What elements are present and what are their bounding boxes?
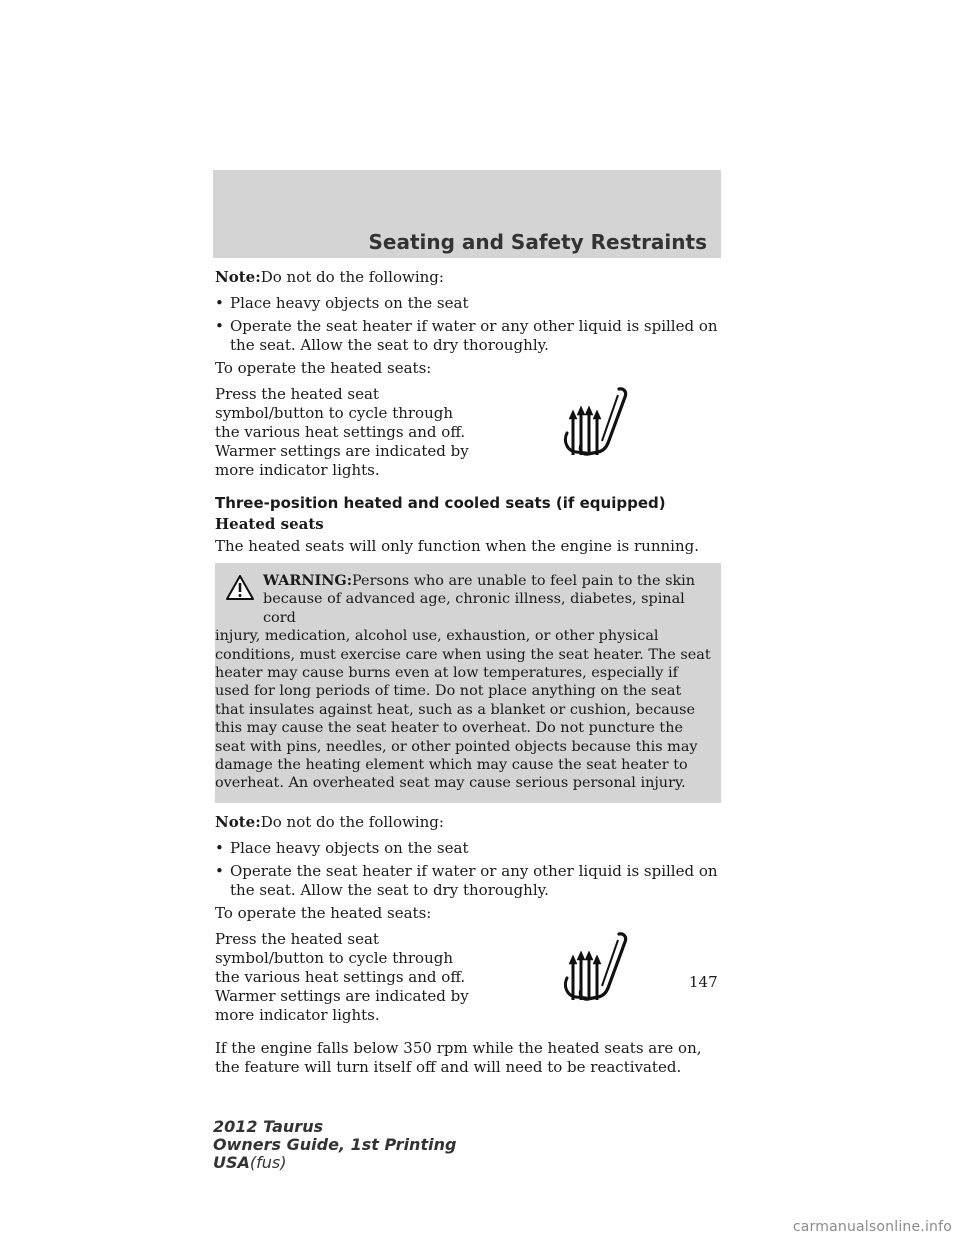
press-instruction-row — [215, 930, 721, 1025]
note-text: Do not do the following: — [260, 812, 444, 831]
note-label: Note: — [215, 812, 261, 831]
footer-region — [213, 1154, 456, 1172]
warning-second-line: because of advanced age, chronic illness, diabetes, spinal cord — [263, 591, 685, 626]
list-item: • Operate the seat heater if water or any other liquid is spilled on the seat. Allow the seat to dry thoroughly. — [215, 317, 721, 355]
document-footer — [213, 1118, 456, 1172]
page-number: 147 — [689, 973, 718, 991]
note-text: Do not do the following: — [260, 268, 444, 286]
operate-instruction: To operate the heated seats: — [215, 359, 432, 377]
bullet-list — [215, 839, 721, 900]
list-item: • Place heavy objects on the seat — [215, 839, 721, 858]
press-instruction: Press the heated seat symbol/button to cycle through the various heat settings and off. Warmer settings are indicated by more indicator lights. — [215, 385, 469, 479]
warning-label: WARNING: — [263, 572, 353, 589]
engine-running-note: The heated seats will only function when the engine is running. — [215, 537, 699, 555]
page-content — [215, 268, 721, 1084]
footer-region-suffix: (fus) — [249, 1153, 287, 1172]
sub-heading: Heated seats — [215, 515, 324, 533]
press-instruction-row — [215, 385, 721, 480]
heated-seat-icon — [558, 383, 632, 457]
note-label: Note: — [215, 268, 261, 286]
footer-region-code: USA — [213, 1153, 250, 1172]
press-instruction: Press the heated seat symbol/button to cycle through the various heat settings and off. Warmer settings are indicated by more indicator lights. — [215, 929, 469, 1024]
section-title: Seating and Safety Restraints — [368, 230, 707, 254]
operate-instruction: To operate the heated seats: — [215, 903, 432, 922]
warning-first-line — [263, 572, 713, 590]
bullet-list — [215, 294, 721, 355]
watermark: carmanualsonline.info — [792, 1219, 952, 1235]
list-item: • Place heavy objects on the seat — [215, 294, 721, 313]
warning-box — [215, 563, 721, 803]
footer-model: 2012 Taurus — [213, 1117, 324, 1136]
note-paragraph — [215, 813, 721, 832]
heated-seat-icon — [558, 928, 632, 1002]
section-header-bar — [213, 170, 721, 258]
footer-edition: Owners Guide, 1st Printing — [213, 1135, 457, 1154]
warning-text — [215, 572, 713, 793]
note-paragraph — [215, 268, 721, 287]
engine-rpm-paragraph: If the engine falls below 350 rpm while the heated seats are on, the feature will turn itself off and will need to be reactivated. — [215, 1038, 702, 1076]
warning-triangle-icon — [225, 574, 255, 601]
section-heading: Three-position heated and cooled seats (if equipped) — [215, 494, 666, 512]
warning-line-1: Persons who are unable to feel pain to the skin — [352, 573, 696, 589]
warning-rest: injury, medication, alcohol use, exhaustion, or other physical conditions, must exercise care when using the seat heater. The seat heater may cause burns even at low temperatures, especially if used for long periods of time. Do not place anything on the seat that insulates against heat, such as a blanket or cushion, because this may cause the seat heater to overheat. Do not puncture the seat with pins, needles, or other pointed objects because this may damage the heating element which may cause the seat heater to overheat. An overheated seat may cause serious personal injury. — [215, 628, 711, 792]
list-item: • Operate the seat heater if water or any other liquid is spilled on the seat. Allow the seat to dry thoroughly. — [215, 862, 721, 900]
